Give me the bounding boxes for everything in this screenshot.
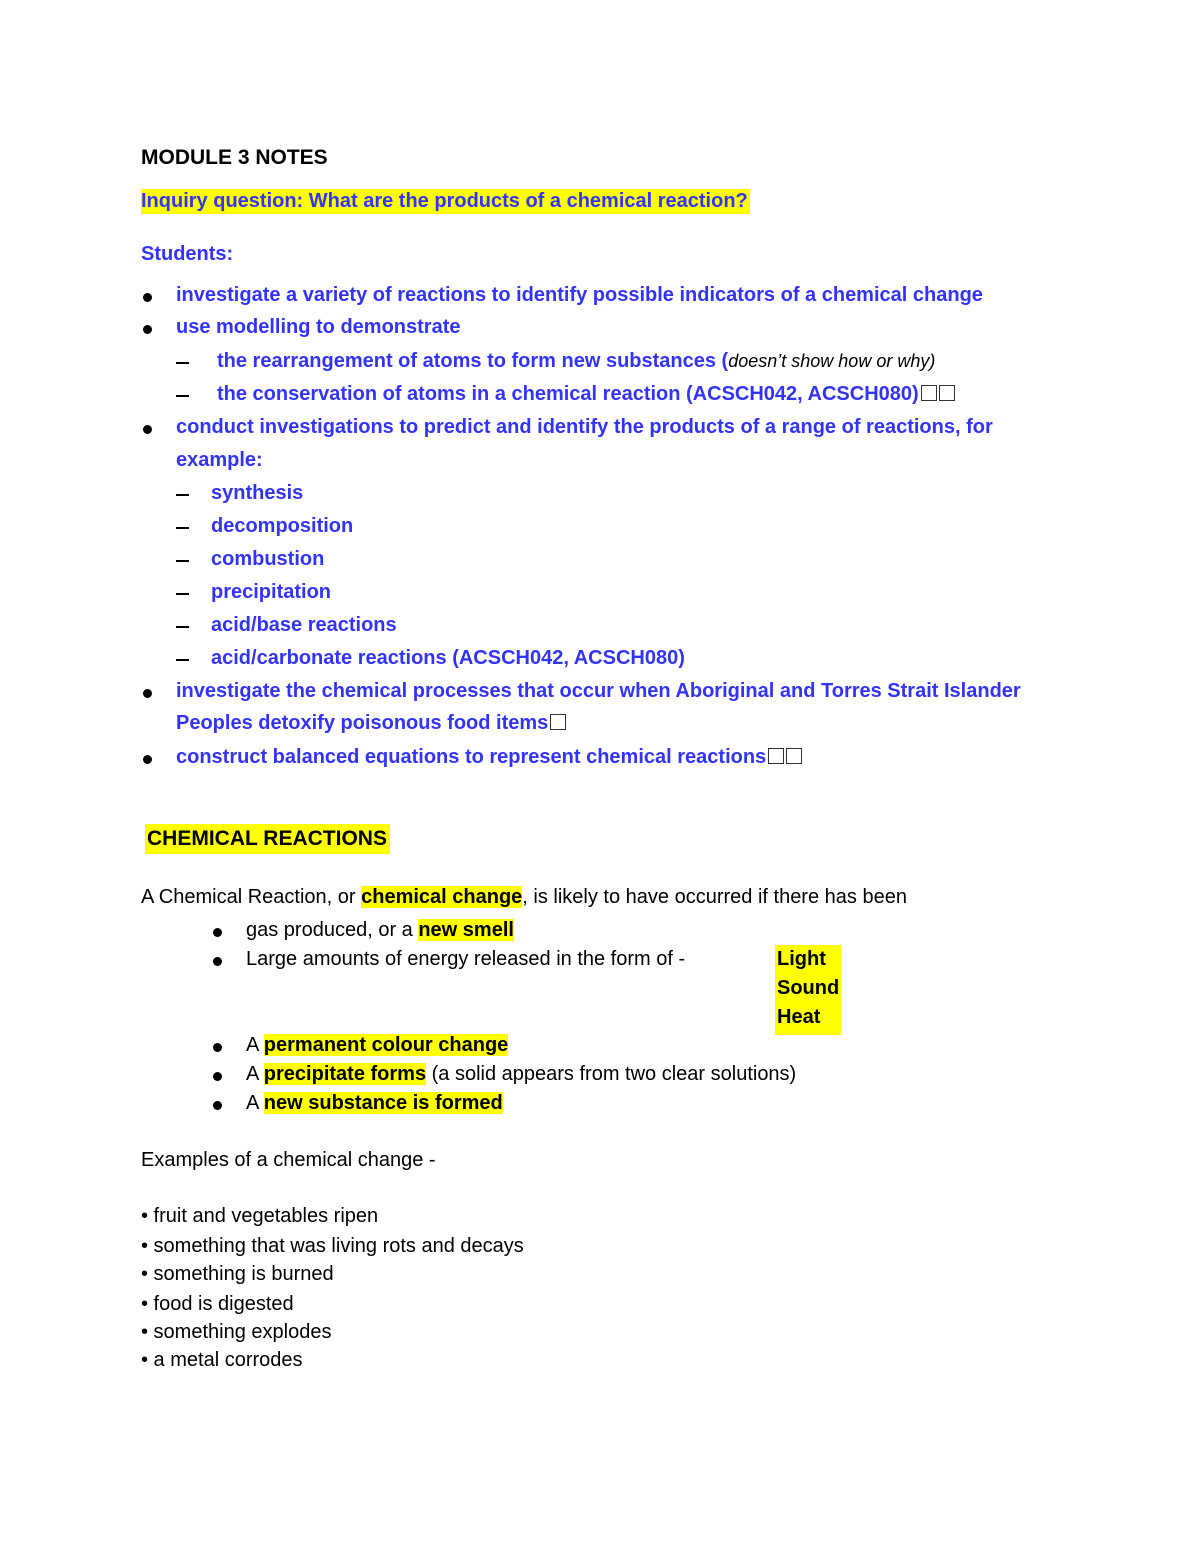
bullet-icon xyxy=(213,957,222,966)
indicator-4 xyxy=(246,1063,796,1086)
indicator-2: Large amounts of energy released in the form of - xyxy=(246,948,686,970)
outcome-2-sub-1-text: the rearrangement of atoms to form new substances ( xyxy=(217,350,729,372)
indicator-1-highlight: new smell xyxy=(418,919,514,941)
dash-icon xyxy=(176,560,189,562)
indicator-3-highlight: permanent colour change xyxy=(263,1034,509,1056)
section-heading-text: CHEMICAL REACTIONS xyxy=(145,824,390,854)
bullet-icon xyxy=(143,293,152,302)
students-label: Students: xyxy=(141,243,234,265)
reaction-type: decomposition xyxy=(211,515,354,537)
energy-form-light: Light xyxy=(777,948,826,970)
outcome-2-sub-1 xyxy=(217,350,935,373)
checkbox-icon xyxy=(939,385,955,401)
checkbox-icon xyxy=(921,385,937,401)
outcome-2-sub-2 xyxy=(217,383,955,406)
dash-icon xyxy=(176,494,189,496)
indicator-5-prefix: A xyxy=(246,1092,264,1114)
inquiry-question xyxy=(141,190,750,213)
page-title: MODULE 3 NOTES xyxy=(141,146,328,169)
reaction-type: acid/carbonate reactions (ACSCH042, ACSCH080) xyxy=(211,647,685,669)
indicator-4-rest: (a solid appears from two clear solutions) xyxy=(426,1063,797,1085)
indicator-5-highlight: new substance is formed xyxy=(263,1092,503,1114)
example-item: • something explodes xyxy=(141,1321,332,1343)
checkbox-icon xyxy=(550,714,566,730)
dash-icon xyxy=(176,395,189,397)
reaction-type: acid/base reactions xyxy=(211,614,397,636)
bullet-icon xyxy=(143,755,152,764)
dash-icon xyxy=(176,362,189,364)
bullet-icon xyxy=(213,1101,222,1110)
outcome-5-text: construct balanced equations to represent chemical reactions xyxy=(176,746,767,768)
bullet-icon xyxy=(143,425,152,434)
example-item: • something that was living rots and decays xyxy=(141,1235,524,1257)
outcome-2-sub-2-text: the conservation of atoms in a chemical reaction (ACSCH042, ACSCH080) xyxy=(217,383,919,405)
reaction-type: combustion xyxy=(211,548,325,570)
indicator-3 xyxy=(246,1034,508,1057)
reaction-type: synthesis xyxy=(211,482,304,504)
bullet-icon xyxy=(213,1072,222,1081)
bullet-icon xyxy=(143,689,152,698)
example-item: • a metal corrodes xyxy=(141,1349,303,1371)
checkbox-icon xyxy=(768,748,784,764)
inquiry-text: Inquiry question: What are the products of a chemical reaction? xyxy=(141,190,748,212)
intro-highlight: chemical change xyxy=(361,886,523,908)
dash-icon xyxy=(176,527,189,529)
outcome-4-line-2-text: Peoples detoxify poisonous food items xyxy=(176,712,549,734)
indicator-4-highlight: precipitate forms xyxy=(263,1063,427,1085)
indicator-4-prefix: A xyxy=(246,1063,264,1085)
outcome-1: investigate a variety of reactions to identify possible indicators of a chemical change xyxy=(176,284,983,306)
checkbox-icon xyxy=(786,748,802,764)
outcome-4-line-1: investigate the chemical processes that occur when Aboriginal and Torres Strait Islander xyxy=(176,680,1021,702)
reaction-type: precipitation xyxy=(211,581,332,603)
outcome-5 xyxy=(176,746,802,769)
energy-forms-list xyxy=(775,945,841,1035)
indicator-5 xyxy=(246,1092,503,1115)
indicator-3-prefix: A xyxy=(246,1034,264,1056)
example-item: • fruit and vegetables ripen xyxy=(141,1205,379,1227)
outcome-3-line-1: conduct investigations to predict and identify the products of a range of reactions, for xyxy=(176,416,993,438)
indicator-1 xyxy=(246,919,514,942)
outcome-4-line-2 xyxy=(176,712,566,735)
example-item: • something is burned xyxy=(141,1263,334,1285)
bullet-icon xyxy=(213,1043,222,1052)
dash-icon xyxy=(176,626,189,628)
intro-sentence xyxy=(141,886,907,909)
examples-label: Examples of a chemical change - xyxy=(141,1149,436,1171)
bullet-icon xyxy=(143,325,152,334)
dash-icon xyxy=(176,659,189,661)
energy-form-sound: Sound xyxy=(777,977,840,999)
energy-form-heat: Heat xyxy=(777,1006,821,1028)
outcome-3-line-2: example: xyxy=(176,449,263,471)
intro-part-2: , is likely to have occurred if there has been xyxy=(522,886,907,908)
example-item: • food is digested xyxy=(141,1293,294,1315)
dash-icon xyxy=(176,593,189,595)
outcome-2-sub-1-note: doesn’t show how or why) xyxy=(728,351,936,371)
bullet-icon xyxy=(213,928,222,937)
intro-part-1: A Chemical Reaction, or xyxy=(141,886,362,908)
indicator-1-text: gas produced, or a xyxy=(246,919,419,941)
outcome-2: use modelling to demonstrate xyxy=(176,316,461,338)
section-heading xyxy=(145,827,390,851)
